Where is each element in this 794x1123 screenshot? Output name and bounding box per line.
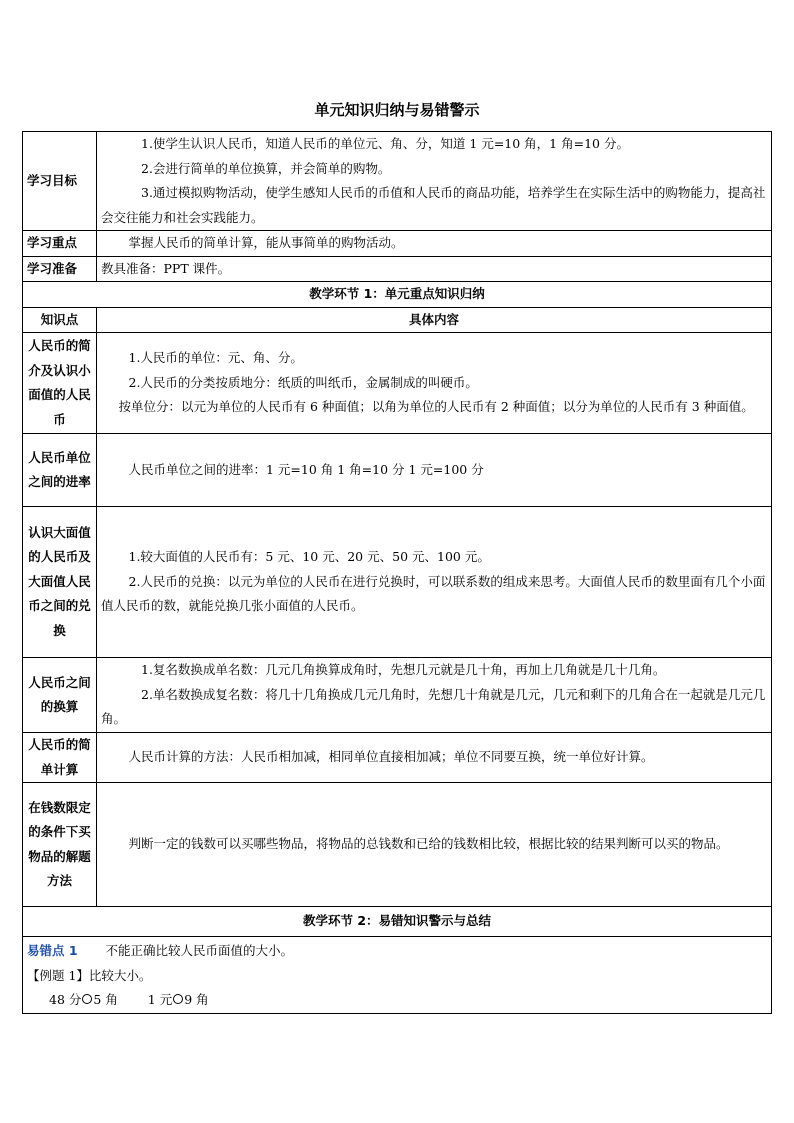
section2-header-row <box>23 907 772 937</box>
compare-1-left: 48 分 <box>49 992 82 1007</box>
goal-line: 3.通过模拟购物活动，使学生感知人民币的币值和人民币的商品功能，培养学生在实际生活中的购物能力，提高社会交往能力和社会实践能力。 <box>101 185 766 225</box>
knowledge-label: 人民币的简介及认识小面值的人民币 <box>23 333 97 434</box>
goals-label: 学习目标 <box>23 132 97 231</box>
knowledge-label: 在钱数限定的条件下买物品的解题方法 <box>23 783 97 907</box>
goals-row <box>23 132 772 231</box>
focus-row <box>23 231 772 257</box>
knowledge-line: 人民币计算的方法：人民币相加减，相同单位直接相加减；单位不同要互换，统一单位好计算。 <box>128 749 654 765</box>
focus-label: 学习重点 <box>23 231 97 257</box>
prep-content <box>97 256 772 282</box>
knowledge-row <box>23 333 772 434</box>
focus-text: 掌握人民币的简单计算，能从事简单的购物活动。 <box>128 235 404 250</box>
knowledge-line: 2.人民币的兑换：以元为单位的人民币在进行兑换时，可以联系数的组成来思考。大面值人民币的数里面有几个小面值人民币的数，就能兑换几张小面值的人民币。 <box>101 573 766 614</box>
section2-title: 教学环节 2：易错知识警示与总结 <box>23 907 772 937</box>
knowledge-label: 人民币单位之间的进率 <box>23 434 97 507</box>
compare-2-right: 9 角 <box>184 992 209 1007</box>
knowledge-content <box>97 733 772 783</box>
knowledge-line: 人民币单位之间的进率：1 元=10 角 1 角=10 分 1 元=100 分 <box>128 461 484 477</box>
knowledge-row <box>23 507 772 658</box>
knowledge-line: 1.复名数换成单名数：几元几角换算成角时，先想几元就是几十角，再加上几角就是几十几角。 <box>141 662 666 678</box>
knowledge-content <box>97 434 772 507</box>
page-title: 单元知识归纳与易错警示 <box>314 101 480 119</box>
knowledge-label: 人民币的简单计算 <box>23 733 97 783</box>
lesson-table <box>22 131 772 1014</box>
goal-line: 1.使学生认识人民币，知道人民币的单位元、角、分，知道 1 元=10 角，1 角=10 分。 <box>141 136 629 151</box>
section1-colhead-row <box>23 307 772 333</box>
focus-content <box>97 231 772 257</box>
knowledge-line: 按单位分：以元为单位的人民币有 6 种面值；以角为单位的人民币有 2 种面值；以分为单位的人民币有 3 种面值。 <box>118 399 754 415</box>
knowledge-line: 1.人民币的单位：元、角、分。 <box>128 350 303 366</box>
knowledge-label: 人民币之间的换算 <box>23 658 97 733</box>
knowledge-line: 1.较大面值的人民币有：5 元、10 元、20 元、50 元、100 元。 <box>128 549 490 565</box>
knowledge-row <box>23 434 772 507</box>
prep-row <box>23 256 772 282</box>
goals-content <box>97 132 772 231</box>
col-point-header: 知识点 <box>23 307 97 333</box>
goal-line: 2.会进行简单的单位换算，并会简单的购物。 <box>141 160 391 176</box>
knowledge-content <box>97 783 772 907</box>
knowledge-row <box>23 783 772 907</box>
knowledge-line: 2.人民币的分类按质地分：纸质的叫纸币，金属制成的叫硬币。 <box>128 374 478 390</box>
knowledge-line: 2.单名数换成复名数：将几十几角换成几元几角时，先想几十角就是几元，几元和剩下的几角合在一起就是几元几角。 <box>101 686 766 727</box>
compare-2-left: 1 元 <box>147 992 173 1007</box>
compare-circle-blank[interactable] <box>82 994 92 1004</box>
knowledge-content <box>97 507 772 658</box>
knowledge-row <box>23 733 772 783</box>
knowledge-content <box>97 658 772 733</box>
prep-text: 教具准备：PPT 课件。 <box>101 260 231 276</box>
knowledge-content <box>97 333 772 434</box>
error-point-label: 易错点 1 <box>27 943 78 958</box>
example-line: 【例题 1】比较大小。 <box>27 967 152 983</box>
section1-header-row <box>23 282 772 308</box>
col-content-header: 具体内容 <box>97 307 772 333</box>
prep-label: 学习准备 <box>23 256 97 282</box>
compare-1-right: 5 角 <box>93 992 118 1007</box>
error-point-text: 不能正确比较人民币面值的大小。 <box>105 943 294 958</box>
compare-circle-blank[interactable] <box>173 994 183 1004</box>
knowledge-label: 认识大面值的人民币及大面值人民币之间的兑换 <box>23 507 97 658</box>
error-row <box>23 937 772 1014</box>
knowledge-line: 判断一定的钱数可以买哪些物品，将物品的总钱数和已给的钱数相比较，根据比较的结果判断可以买的物品。 <box>128 836 729 852</box>
compare-line <box>27 988 767 1013</box>
error-point-line <box>27 939 767 964</box>
knowledge-row <box>23 658 772 733</box>
section1-title: 教学环节 1：单元重点知识归纳 <box>23 282 772 308</box>
error-content <box>23 937 772 1014</box>
